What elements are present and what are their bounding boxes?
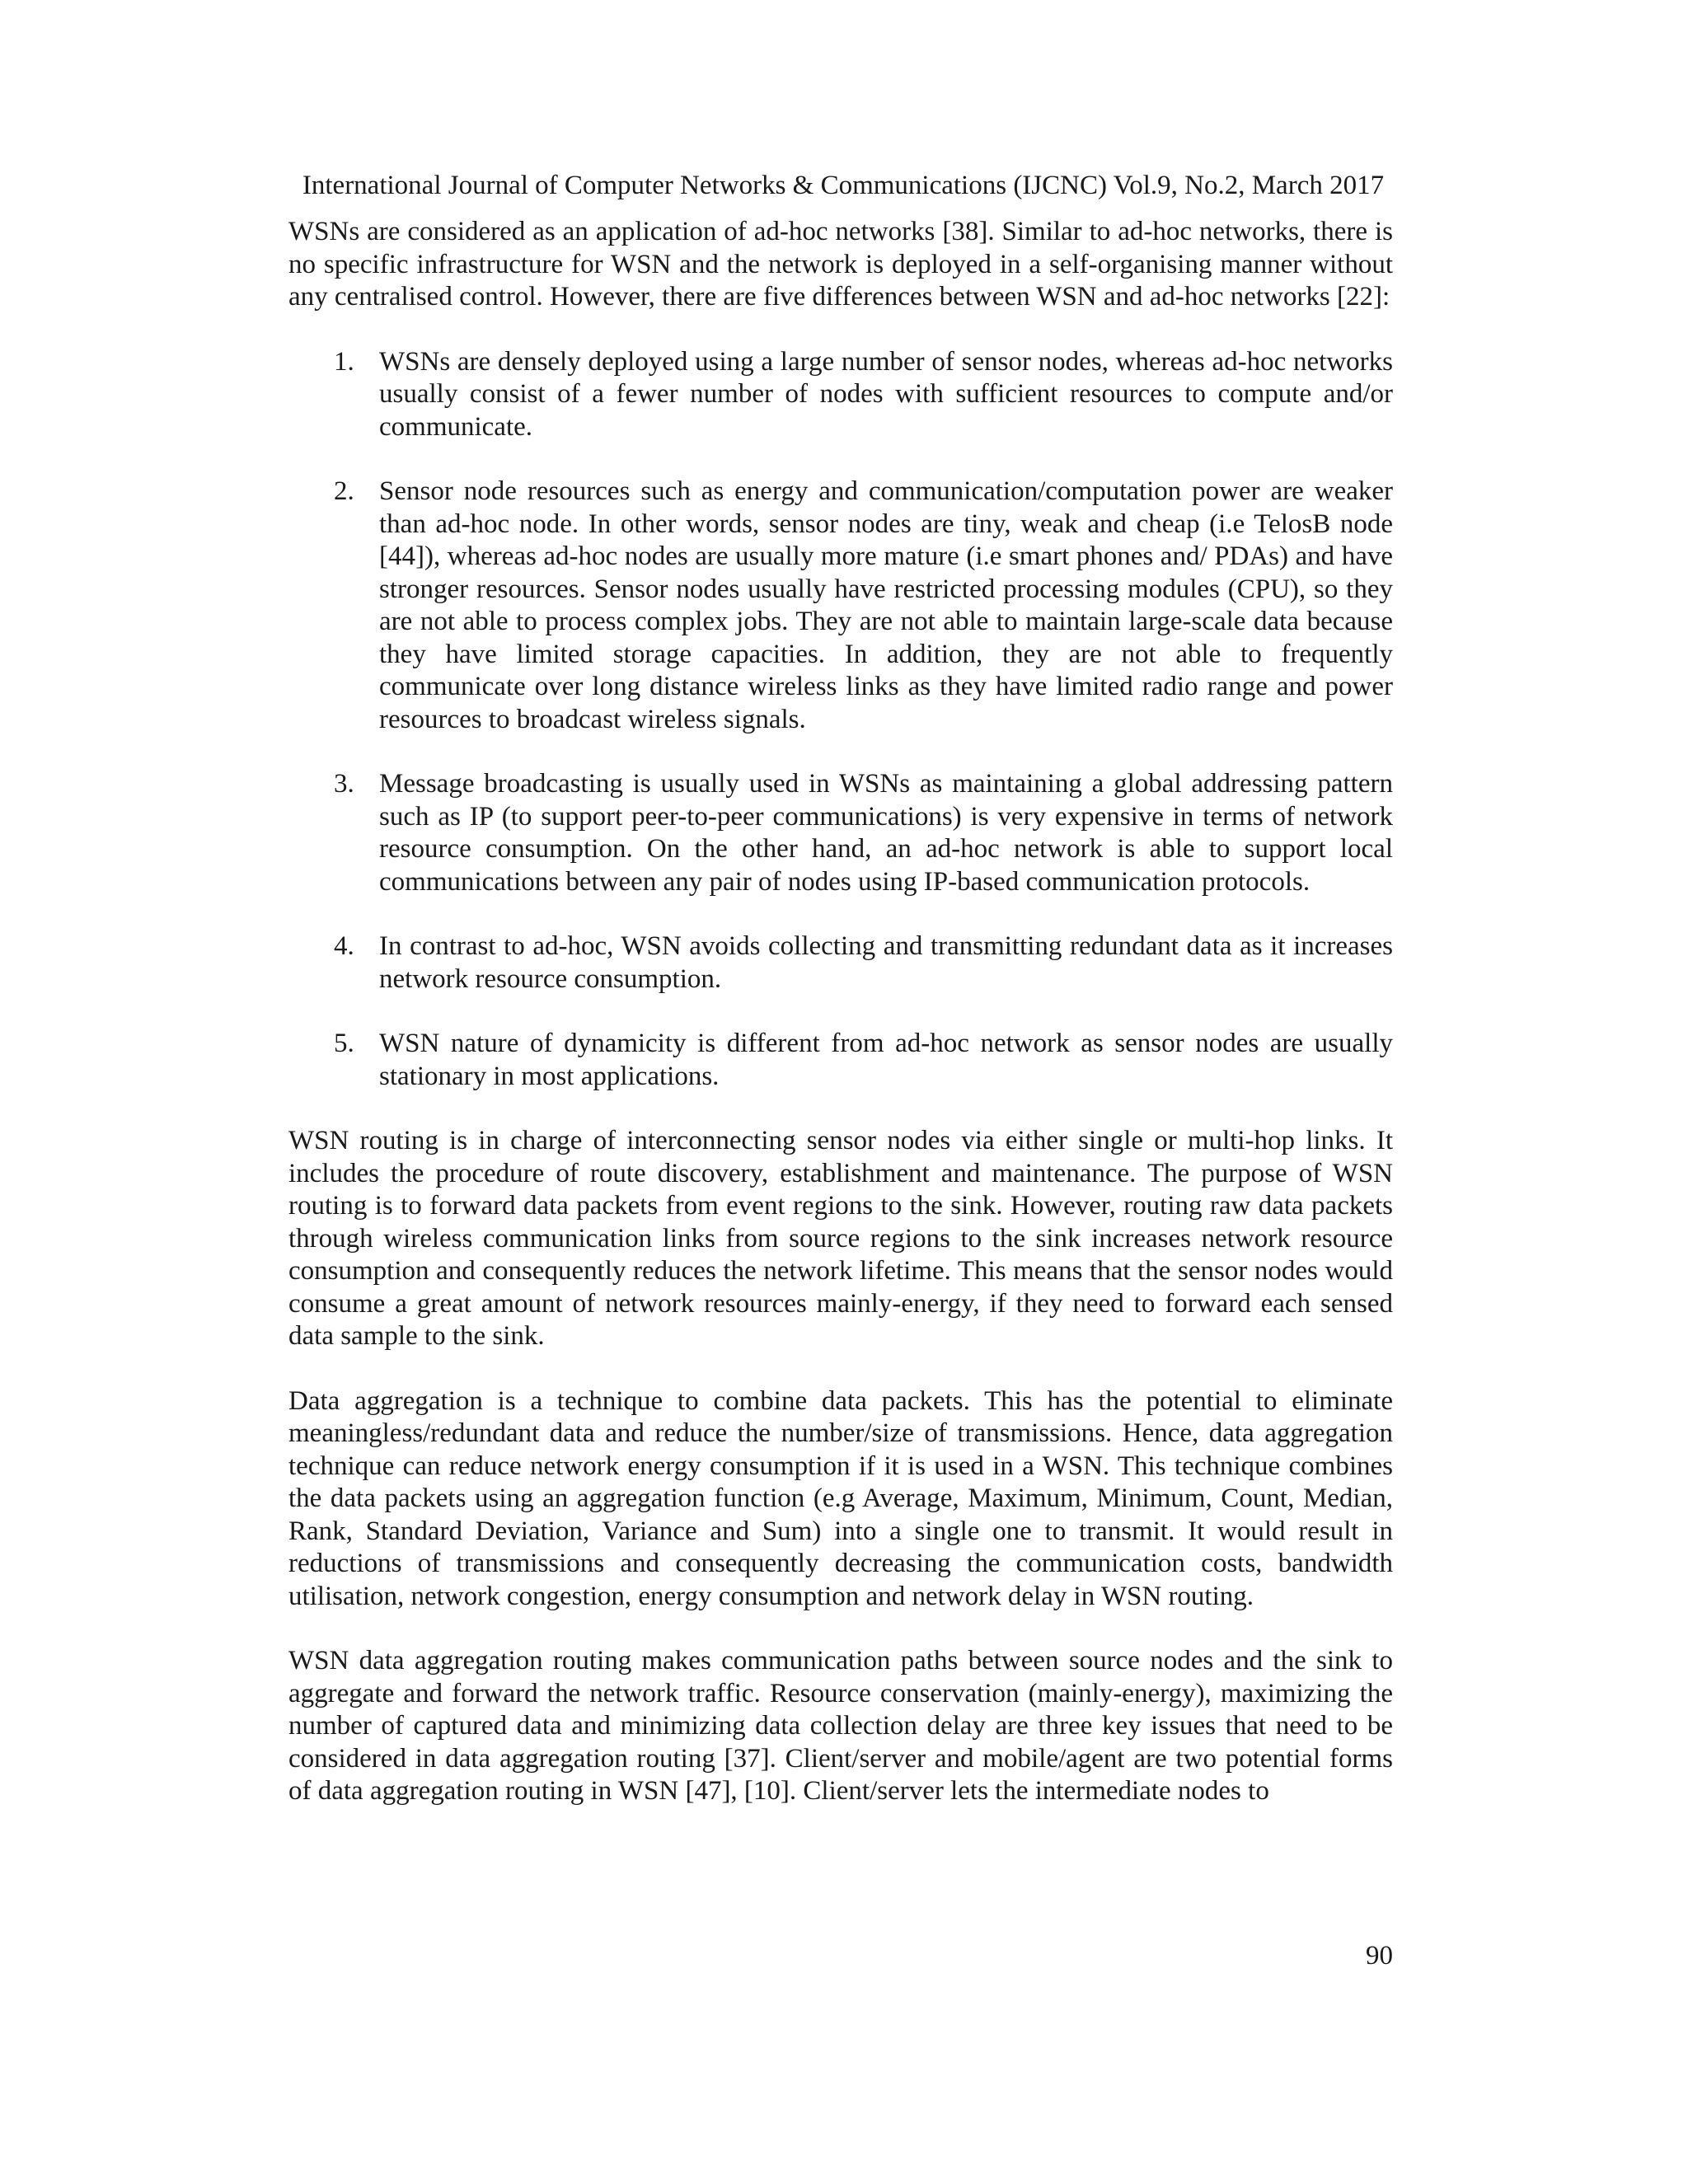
list-item [288,476,1393,736]
list-item-text: Sensor node resources such as energy and communication/computation power are weaker than ad-hoc node. In other words, sensor nodes are tiny, weak and cheap (i.e TelosB node [44]), whereas ad-hoc nodes are usually more mature (i.e smart phones and/ PDAs) and have stronger resources. Sensor nodes usually have restricted processing modules (CPU), so they are not able to process complex jobs. They are not able to maintain large-scale data because they have limited storage capacities. In addition, they are not able to frequently communicate over long distance wireless links as they have limited radio range and power resources to broadcast wireless signals. [379,476,1393,734]
running-header: International Journal of Computer Networks & Communications (IJCNC) Vol.9, No.2, March 2017 [302,171,1385,200]
list-item-number: 3. [334,769,354,799]
aggregation-routing-paragraph: WSN data aggregation routing makes communication paths between source nodes and the sink to aggregate and forward the network traffic. Resource conservation (mainly-energy), maximizing the number of captured data and minimizing data collection delay are three key issues that need to be considered in data aggregation routing [37]. Client/server and mobile/agent are two potential forms of data aggregation routing in WSN [47], [10]. Client/server lets the intermediate nodes to [288,1646,1393,1806]
list-item [288,1028,1393,1093]
list-item-number: 1. [334,346,354,377]
list-item-text: In contrast to ad-hoc, WSN avoids collecting and transmitting redundant data as it increases network resource consumption. [379,931,1393,994]
list-item-text: Message broadcasting is usually used in WSNs as maintaining a global addressing pattern such as IP (to support peer-to-peer communications) is very expensive in terms of network resource consumption. On the other hand, an ad-hoc network is able to support local communications between any pair of nodes using IP-based communication protocols. [379,769,1393,897]
list-item-number: 2. [334,476,354,506]
list-item [288,768,1393,898]
list-item-text: WSN nature of dynamicity is different from ad-hoc network as sensor nodes are usually stationary in most applications. [379,1029,1393,1091]
page-number: 90 [1366,1941,1393,1971]
list-item [288,930,1393,996]
aggregation-paragraph: Data aggregation is a technique to combine data packets. This has the potential to eliminate meaningless/redundant data and reduce the number/size of transmissions. Hence, data aggregation technique can reduce network energy consumption if it is used in a WSN. This technique combines the data packets using an aggregation function (e.g Average, Maximum, Minimum, Count, Median, Rank, Standard Deviation, Variance and Sum) into a single one to transmit. It would result in reductions of transmissions and consequently decreasing the communication costs, bandwidth utilisation, network congestion, energy consumption and network delay in WSN routing. [288,1385,1393,1611]
routing-paragraph: WSN routing is in charge of interconnecting sensor nodes via either single or multi-hop links. It includes the procedure of route discovery, establishment and maintenance. The purpose of WSN routing is to forward data packets from event regions to the sink. However, routing raw data packets through wireless communication links from source regions to the sink increases network resource consumption and consequently reduces the network lifetime. This means that the sensor nodes would consume a great amount of network resources mainly-energy, if they need to forward each sensed data sample to the sink. [288,1126,1393,1351]
intro-paragraph: WSNs are considered as an application of ad-hoc networks [38]. Similar to ad-hoc networks, there is no specific infrastructure for WSN and the network is deployed in a self-organising manner without any centralised control. However, there are five differences between WSN and ad-hoc networks [22]: [288,217,1393,312]
body-text [288,216,1393,1840]
list-item-number: 4. [334,931,354,961]
list-item-text: WSNs are densely deployed using a large number of sensor nodes, whereas ad-hoc networks usually consist of a fewer number of nodes with sufficient resources to compute and/or communicate. [379,346,1393,442]
list-item-number: 5. [334,1029,354,1058]
differences-list [288,346,1393,1094]
list-item [288,346,1393,444]
